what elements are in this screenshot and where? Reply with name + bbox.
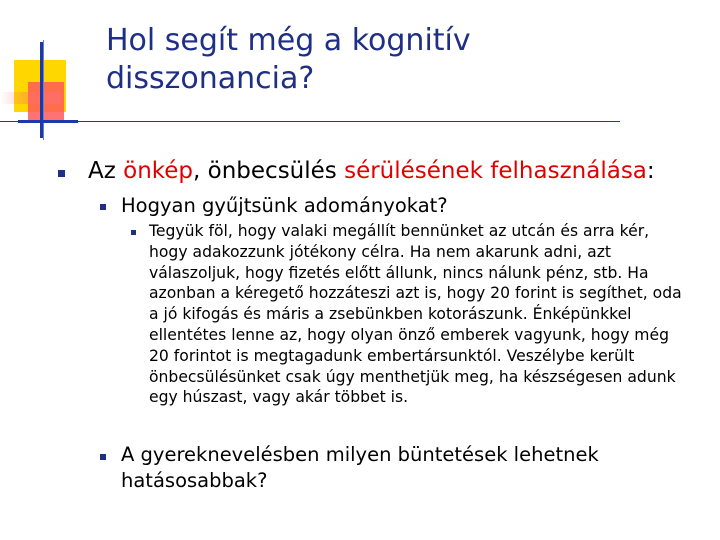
bullet-square-icon (131, 230, 136, 235)
slide-title-line-1: Hol segít még a kognitív (106, 23, 471, 58)
bullet1-part1: Az (88, 158, 124, 184)
bullet-square-icon (100, 454, 106, 460)
decor-pink-stripe (0, 92, 60, 104)
slide-title-line-2: disszonancia? (106, 61, 315, 96)
decor-vertical-line (43, 40, 44, 140)
bullet-square-icon (100, 204, 106, 210)
bullet1-highlight-onkep: önkép (123, 158, 194, 184)
bullet-level2-question: A gyereknevelésben milyen büntetések lehetnek hatásosabbak? (121, 443, 599, 492)
bullet-level2-text: Hogyan gyűjtsünk adományokat? (121, 194, 448, 217)
bullet-square-icon (58, 170, 65, 177)
decor-blue-horizontal-bar (18, 120, 78, 123)
bullet1-part2: , önbecsülés (193, 158, 345, 184)
bullet-level1-text (88, 156, 708, 186)
bullet1-highlight-serules: sérülésének felhasználása (344, 158, 647, 184)
decor-horizontal-rule (0, 121, 620, 122)
slide-title (106, 22, 666, 98)
bullet1-part3: : (646, 158, 655, 184)
bullet-level3-paragraph: Tegyük föl, hogy valaki megállít bennünket az utcán és arra kér, hogy adakozzunk jótékony célra. Ha nem akarunk adni, azt válaszoljuk, hogy fizetés előtt állunk, nincs nálunk pénz, stb. Ha azonban a kéregető hozzáteszi azt is, hogy 20 forint is segíthet, oda a jó kifogás és máris a zsebünkben kotorászunk. Énképünkkel ellentétes lenne az, hogy olyan önző emberek vagyunk, hogy még 20 forintot is megtagadunk embertársunktól. Veszélybe került önbecsülésünket csak úgy menthetjük meg, ha készségesen adunk egy húszast, vagy akár többet is. (149, 222, 682, 407)
